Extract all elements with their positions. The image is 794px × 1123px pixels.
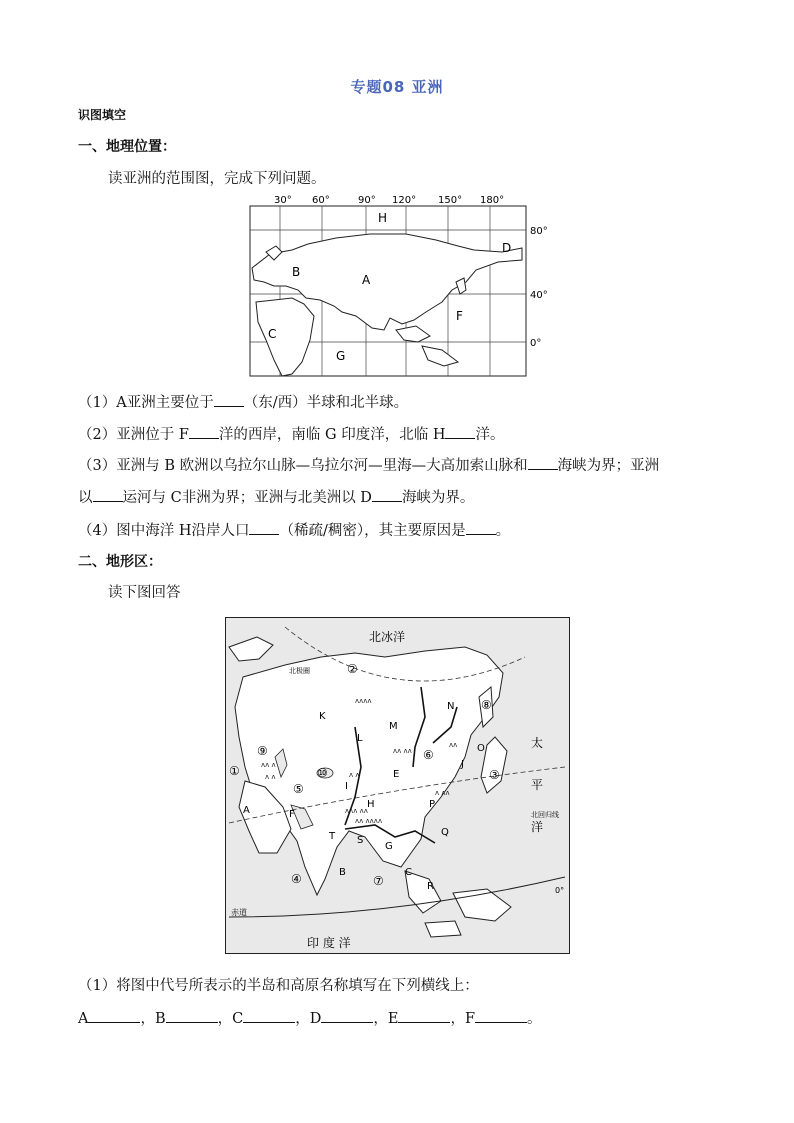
blank[interactable] <box>466 520 496 535</box>
blank[interactable] <box>249 520 279 535</box>
letter-Q: Q <box>441 827 449 838</box>
map1-letter-D: D <box>502 241 512 255</box>
num-1: ① <box>229 764 240 778</box>
svg-text:ʌʌ ʌ: ʌʌ ʌ <box>261 761 276 769</box>
lon-label-60: 60° <box>312 195 330 206</box>
section1-intro: 读亚洲的范围图，完成下列问题。 <box>108 171 326 187</box>
section1-heading: 一、地理位置： <box>78 139 176 155</box>
map1-letter-F: F <box>456 309 463 323</box>
letter-C: C <box>405 867 412 878</box>
asia-range-map <box>246 190 556 384</box>
ocean-pacific-1: 太 <box>531 736 544 750</box>
map1-letter-G: G <box>336 349 346 363</box>
s1-q4: （4）图中海洋 H沿岸人口 （稀疏/稠密），其主要原因是 。 <box>78 519 510 540</box>
blank[interactable] <box>528 455 558 470</box>
page-title: 专题08 亚洲 <box>350 78 444 96</box>
map1-letter-H: H <box>378 211 388 225</box>
answer-blank-A[interactable] <box>88 1008 140 1023</box>
s1-q3: （3）亚洲与 B 欧洲以乌拉尔山脉—乌拉尔河—里海—大高加索山脉和 海峡为界；亚洲 <box>78 454 659 475</box>
svg-text:ʌʌʌ ʌʌ: ʌʌʌ ʌʌ <box>345 807 368 815</box>
label-equator: 赤道 <box>231 908 247 917</box>
num-9: ⑨ <box>257 744 268 758</box>
answer-blank-D[interactable] <box>321 1008 373 1023</box>
num-10: ⑩ <box>317 766 328 780</box>
label-tropic: 北回归线 <box>531 811 559 819</box>
letter-F: F <box>289 809 295 820</box>
lon-label-120: 120° <box>392 195 417 206</box>
blank[interactable] <box>445 424 475 439</box>
letter-O: O <box>477 743 485 754</box>
letter-L: L <box>357 733 363 744</box>
letter-E: E <box>393 769 400 780</box>
letter-I: I <box>345 781 348 792</box>
lon-label-150: 150° <box>438 195 463 206</box>
letter-R: R <box>427 881 434 892</box>
s2-answers: A ，B ，C ，D ，E ，F 。 <box>78 1007 542 1028</box>
s1-q1: （1）A亚洲主要位于 （东/西）半球和北半球。 <box>78 391 408 412</box>
letter-G: G <box>385 841 393 852</box>
lon-label-30: 30° <box>274 195 292 206</box>
svg-text:ʌʌʌʌ: ʌʌʌʌ <box>355 697 372 705</box>
letter-H: H <box>367 799 375 810</box>
lat-label-0: 0° <box>530 338 542 349</box>
num-8: ⑧ <box>481 698 492 712</box>
map1-letter-B: B <box>292 265 301 279</box>
ocean-arctic: 北冰洋 <box>369 630 406 644</box>
letter-S: S <box>357 835 364 846</box>
answer-blank-E[interactable] <box>398 1008 450 1023</box>
svg-text:ʌ ʌ: ʌ ʌ <box>349 771 360 779</box>
num-5: ⑤ <box>293 782 304 796</box>
letter-N: N <box>447 701 455 712</box>
num-2: ② <box>347 662 358 676</box>
num-4: ④ <box>291 872 302 886</box>
s1-q2: （2）亚洲位于 F 洋的西岸，南临 G 印度洋，北临 H 洋。 <box>78 423 504 444</box>
s2-q1: （1）将图中代号所表示的半岛和高原名称填写在下列横线上： <box>78 978 479 994</box>
s1-q3-cont: 以 运河与 C非洲为界；亚洲与北美洲以 D 海峡为界。 <box>78 486 474 507</box>
letter-P: P <box>429 799 436 810</box>
letter-B: B <box>339 867 346 878</box>
lat-label-40: 40° <box>530 290 548 301</box>
num-7: ⑦ <box>373 874 384 888</box>
svg-text:ʌʌ: ʌʌ <box>449 741 458 749</box>
blank[interactable] <box>93 487 123 502</box>
letter-A: A <box>243 805 250 816</box>
letter-J: J <box>461 759 464 770</box>
map1-letter-C: C <box>268 327 277 341</box>
section2-intro: 读下图回答 <box>108 585 181 601</box>
letter-T: T <box>329 831 336 842</box>
lon-label-90: 90° <box>358 195 376 206</box>
letter-M: M <box>389 721 398 732</box>
section2-heading: 二、地形区： <box>78 554 162 570</box>
lat-label-80: 80° <box>530 226 548 237</box>
ocean-indian: 印 度 洋 <box>307 936 351 950</box>
blank[interactable] <box>372 487 402 502</box>
label-0deg: 0° <box>555 886 565 895</box>
map1-letter-A: A <box>362 273 371 287</box>
label-arctic-circle: 北极圈 <box>289 667 310 675</box>
answer-blank-F[interactable] <box>475 1008 527 1023</box>
answer-blank-B[interactable] <box>166 1008 218 1023</box>
num-6: ⑥ <box>423 748 434 762</box>
letter-K: K <box>319 711 326 722</box>
subhead: 识图填空 <box>78 108 127 122</box>
lon-label-180: 180° <box>480 195 505 206</box>
ocean-pacific-2: 平 <box>531 778 544 792</box>
blank[interactable] <box>214 392 244 407</box>
svg-text:ʌ ʌʌ: ʌ ʌʌ <box>435 789 450 797</box>
lon-labels <box>274 195 504 206</box>
answer-blank-C[interactable] <box>243 1008 295 1023</box>
num-3: ③ <box>489 768 500 782</box>
blank[interactable] <box>189 424 219 439</box>
svg-text:ʌ ʌ: ʌ ʌ <box>265 773 276 781</box>
svg-text:ʌʌ ʌʌ: ʌʌ ʌʌ <box>393 747 412 755</box>
svg-text:ʌʌ ʌʌʌʌ: ʌʌ ʌʌʌʌ <box>355 817 383 825</box>
ocean-pacific-3: 洋 <box>531 820 544 834</box>
asia-terrain-map <box>225 617 570 959</box>
